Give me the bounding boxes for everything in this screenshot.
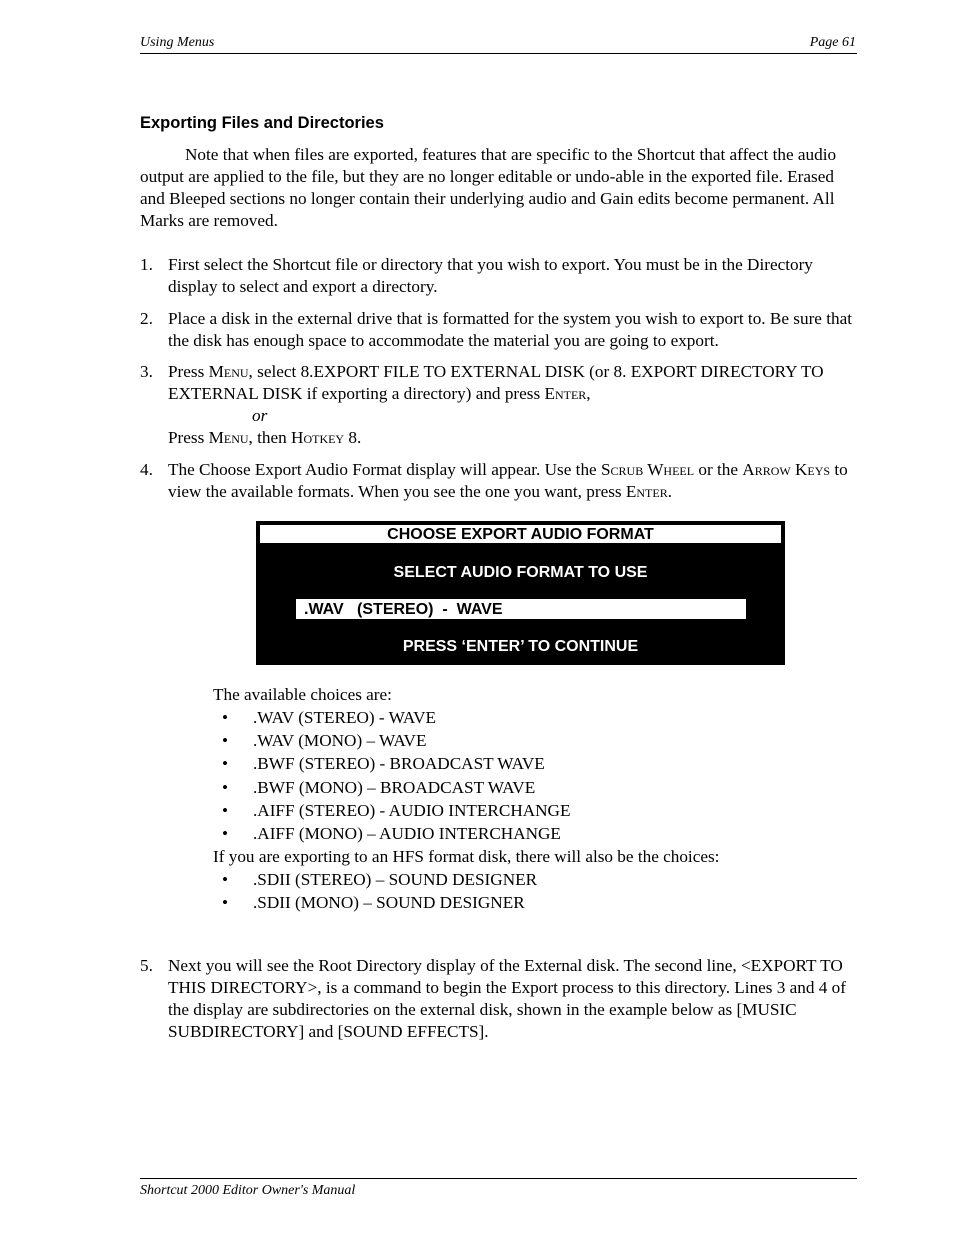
lcd-selected-format: .WAV (STEREO) - WAVE	[296, 599, 746, 619]
text-run: Press	[168, 428, 209, 447]
hfs-choice-list	[222, 868, 537, 914]
page-number: Page 61	[809, 35, 856, 50]
intro-text: Note that when files are exported, features that are specific to the Shortcut that affect the audio output are applied to the file, but they are no longer editable or undo-able in the exported file. Erased and Bleeped sections no longer contain their underlying audio and Gain edits become permanent. All Marks are removed.	[140, 145, 837, 230]
list-item: • .AIFF (MONO) – AUDIO INTERCHANGE	[222, 822, 570, 845]
hotkey-key: Hotkey	[291, 428, 345, 447]
menu-key: Menu	[208, 362, 249, 381]
hfs-choices-intro: If you are exporting to an HFS format disk, there will also be the choices:	[213, 847, 720, 866]
step-number: 2.	[140, 309, 153, 328]
step-1	[140, 254, 856, 298]
arrow-keys-key: Arrow Keys	[742, 460, 831, 479]
step-number: 3.	[140, 362, 153, 381]
list-item: • .WAV (MONO) – WAVE	[222, 729, 570, 752]
step-5	[140, 955, 856, 1043]
text-run: to view the available formats. When you see the one you want, press	[168, 460, 848, 501]
list-item: • .AIFF (STEREO) - AUDIO INTERCHANGE	[222, 799, 570, 822]
text-run: .	[667, 482, 673, 501]
list-item: • .SDII (STEREO) – SOUND DESIGNER	[222, 868, 537, 891]
list-item: • .WAV (STEREO) - WAVE	[222, 706, 570, 729]
step-number: 5.	[140, 956, 153, 975]
step-text: Next you will see the Root Directory display of the External disk. The second line, <EXPORT TO THIS DIRECTORY>, is a command to begin the Export process to this directory. Lines 3 and 4 of the display are subdirectories on the external disk, shown in the example below as [MUSIC SUBDIRECTORY] and [SOUND EFFECTS].	[168, 956, 846, 1041]
lcd-display	[256, 521, 785, 665]
intro-paragraph	[140, 144, 856, 232]
step-3	[140, 361, 856, 449]
text-run: , then	[248, 428, 292, 447]
lcd-title-bar: CHOOSE EXPORT AUDIO FORMAT	[260, 525, 781, 543]
step-text	[168, 361, 856, 449]
text-run: Press	[168, 362, 209, 381]
enter-key: Enter	[625, 482, 668, 501]
list-item: • .SDII (MONO) – SOUND DESIGNER	[222, 891, 537, 914]
running-header-left: Using Menus	[140, 35, 215, 50]
step-text: First select the Shortcut file or directory that you wish to export. You must be in the Directory display to select and export a directory.	[168, 255, 813, 296]
header-rule	[140, 53, 857, 54]
list-item: • .BWF (STEREO) - BROADCAST WAVE	[222, 752, 570, 775]
step-number: 1.	[140, 255, 153, 274]
text-run: or the	[694, 460, 743, 479]
step-2	[140, 308, 856, 352]
step-number: 4.	[140, 460, 153, 479]
step-4	[140, 459, 856, 503]
section-heading: Exporting Files and Directories	[140, 114, 384, 132]
step-text	[168, 459, 856, 503]
lcd-line-4: PRESS ‘ENTER’ TO CONTINUE	[402, 638, 639, 655]
lcd-line-2: SELECT AUDIO FORMAT TO USE	[393, 564, 648, 581]
choices-intro: The available choices are:	[213, 685, 392, 704]
scrub-wheel-key: Scrub Wheel	[600, 460, 695, 479]
step-text: Place a disk in the external drive that is formatted for the system you wish to export to. Be sure that the disk has enough space to accommodate the material you are going to export.	[168, 309, 852, 350]
list-item: • .BWF (MONO) – BROADCAST WAVE	[222, 776, 570, 799]
text-run: 8.	[344, 428, 362, 447]
menu-key: Menu	[208, 428, 249, 447]
format-choice-list	[222, 706, 570, 845]
enter-key: Enter	[544, 384, 587, 403]
text-run: ,	[586, 384, 591, 403]
or-separator: or	[252, 406, 268, 425]
running-footer: Shortcut 2000 Editor Owner's Manual	[140, 1183, 356, 1198]
text-run: The Choose Export Audio Format display will appear. Use the	[168, 460, 601, 479]
footer-rule	[140, 1178, 857, 1179]
text-run: , select 8.EXPORT FILE TO EXTERNAL DISK (or 8. EXPORT DIRECTORY TO EXTERNAL DISK if exporting a directory) and press	[168, 362, 824, 403]
